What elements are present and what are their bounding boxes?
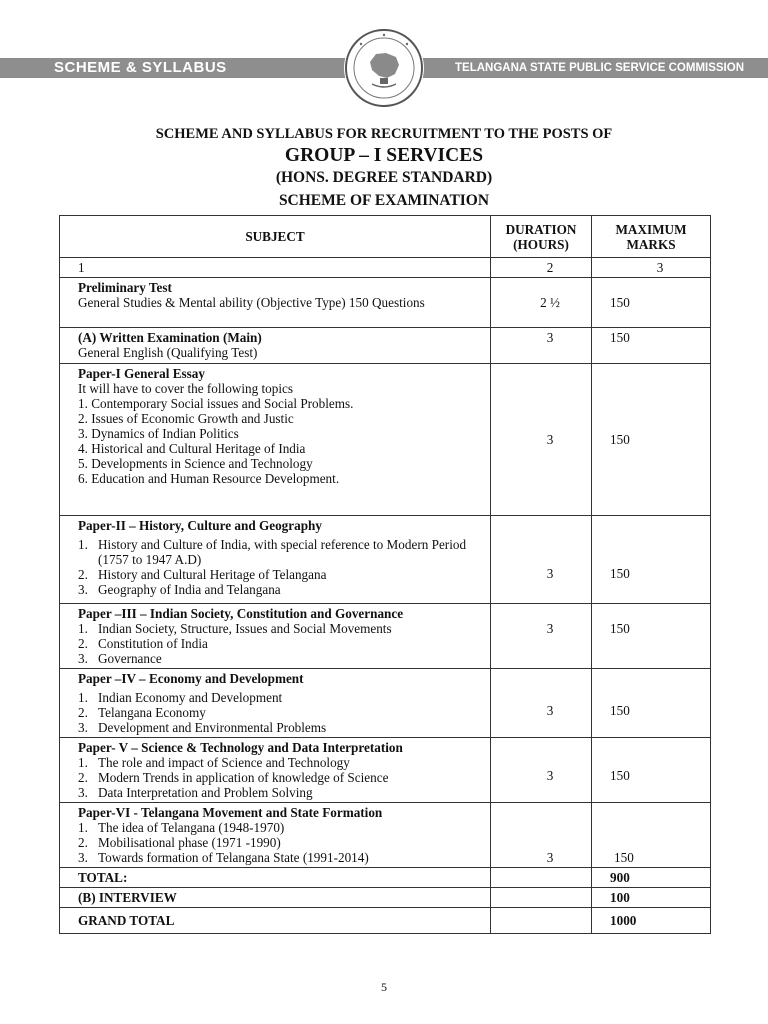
header-left-title: SCHEME & SYLLABUS <box>54 59 227 76</box>
main-duration: 3 <box>491 328 592 364</box>
paper1-duration: 3 <box>491 364 592 516</box>
table-row-main <box>60 328 711 364</box>
list-item: 3. Towards formation of Telangana State (1991-2014) <box>78 850 369 865</box>
header-marks-line2: MARKS <box>626 236 676 252</box>
list-item: 6. Education and Human Resource Development. <box>78 471 340 486</box>
paper1-intro: It will have to cover the following topics <box>78 381 293 396</box>
paper5-title: Paper- V – Science & Technology and Data Interpretation <box>78 740 403 755</box>
main-marks: 150 <box>592 328 711 364</box>
paper6-marks: 150 <box>592 803 711 868</box>
paper2-duration: 3 <box>491 516 592 604</box>
paper1-title: Paper-I General Essay <box>78 366 205 381</box>
list-item: 1. Indian Society, Structure, Issues and Social Movements <box>78 621 392 636</box>
scheme-table <box>59 215 711 934</box>
heading-degree-standard: (HONS. DEGREE STANDARD) <box>275 169 493 186</box>
list-item: 3. Data Interpretation and Problem Solving <box>78 785 313 800</box>
paper4-marks: 150 <box>592 669 711 738</box>
total-label: TOTAL: <box>60 868 491 888</box>
list-item: 5. Developments in Science and Technology <box>78 456 313 471</box>
prelim-title: Preliminary Test <box>78 280 172 295</box>
list-item: 1. Contemporary Social issues and Social Problems. <box>78 396 354 411</box>
page-number: 5 <box>381 980 387 994</box>
list-item: 2. Mobilisational phase (1971 -1990) <box>78 835 281 850</box>
list-item: 1. The idea of Telangana (1948-1970) <box>78 820 285 835</box>
paper1-topic-list <box>78 396 490 486</box>
table-row-paper-3 <box>60 604 711 669</box>
paper6-title: Paper-VI - Telangana Movement and State Formation <box>78 805 383 820</box>
table-header-row <box>60 216 711 258</box>
list-item: 4. Historical and Cultural Heritage of India <box>78 441 306 456</box>
table-row-grand-total <box>60 908 711 934</box>
prelim-marks: 150 <box>592 278 711 328</box>
list-item: 1. Indian Economy and Development <box>78 690 283 705</box>
heading-recruitment: SCHEME AND SYLLABUS FOR RECRUITMENT TO THE POSTS OF <box>155 126 613 142</box>
table-row-paper-2 <box>60 516 711 604</box>
paper4-title: Paper –IV – Economy and Development <box>78 671 304 686</box>
list-item: 3. Geography of India and Telangana <box>78 582 281 597</box>
interview-marks: 100 <box>592 888 711 908</box>
table-row-paper-4 <box>60 669 711 738</box>
header-subject: SUBJECT <box>60 216 491 258</box>
header-duration-line2: (HOURS) <box>513 236 569 252</box>
grand-total-marks: 1000 <box>592 908 711 934</box>
heading-scheme-of-examination: SCHEME OF EXAMINATION <box>278 192 490 209</box>
list-item: 2. History and Cultural Heritage of Telangana <box>78 567 327 582</box>
header-marks-line1: MAXIMUM <box>615 221 687 237</box>
list-item: 3. Dynamics of Indian Politics <box>78 426 239 441</box>
list-item: 1. History and Culture of India, with special reference to Modern Period (1757 to 1947 A.D) <box>78 537 467 567</box>
grand-total-label: GRAND TOTAL <box>60 908 491 934</box>
paper5-marks: 150 <box>592 738 711 803</box>
table-number-row <box>60 258 711 278</box>
list-item: 1. The role and impact of Science and Technology <box>78 755 350 770</box>
paper3-marks: 150 <box>592 604 711 669</box>
list-item: 3. Governance <box>78 651 162 666</box>
table-row-total <box>60 868 711 888</box>
column-number-2: 2 <box>491 258 592 278</box>
table-row-paper-1 <box>60 364 711 516</box>
paper5-duration: 3 <box>491 738 592 803</box>
column-number-3: 3 <box>592 258 711 278</box>
header-duration-line1: DURATION <box>505 221 577 237</box>
table-row-interview <box>60 888 711 908</box>
list-item: 2. Telangana Economy <box>78 705 206 720</box>
list-item: 2. Issues of Economic Growth and Justic <box>78 411 294 426</box>
prelim-duration: 2 ½ <box>491 278 592 328</box>
paper4-duration: 3 <box>491 669 592 738</box>
total-marks: 900 <box>592 868 711 888</box>
paper2-title: Paper-II – History, Culture and Geography <box>78 518 322 533</box>
table-row-paper-5 <box>60 738 711 803</box>
interview-label: (B) INTERVIEW <box>60 888 491 908</box>
main-desc: General English (Qualifying Test) <box>78 345 258 360</box>
header-marks <box>592 216 711 258</box>
paper2-marks: 150 <box>592 516 711 604</box>
list-item: 3. Development and Environmental Problems <box>78 720 327 735</box>
prelim-desc: General Studies & Mental ability (Objective Type) 150 Questions <box>78 295 425 310</box>
commission-seal-logo <box>344 28 424 108</box>
header-duration <box>491 216 592 258</box>
list-item: 2. Constitution of India <box>78 636 208 651</box>
document-headings <box>0 124 768 212</box>
paper3-title: Paper –III – Indian Society, Constitution and Governance <box>78 606 404 621</box>
list-item: 2. Modern Trends in application of knowledge of Science <box>78 770 389 785</box>
header-right-title: TELANGANA STATE PUBLIC SERVICE COMMISSION <box>455 62 745 74</box>
main-title: (A) Written Examination (Main) <box>78 330 262 345</box>
paper1-marks: 150 <box>592 364 711 516</box>
paper6-duration: 3 <box>491 803 592 868</box>
heading-group-services: GROUP – I SERVICES <box>284 145 484 166</box>
paper3-duration: 3 <box>491 604 592 669</box>
table-row-prelim <box>60 278 711 328</box>
table-row-paper-6 <box>60 803 711 868</box>
column-number-1: 1 <box>60 258 491 278</box>
